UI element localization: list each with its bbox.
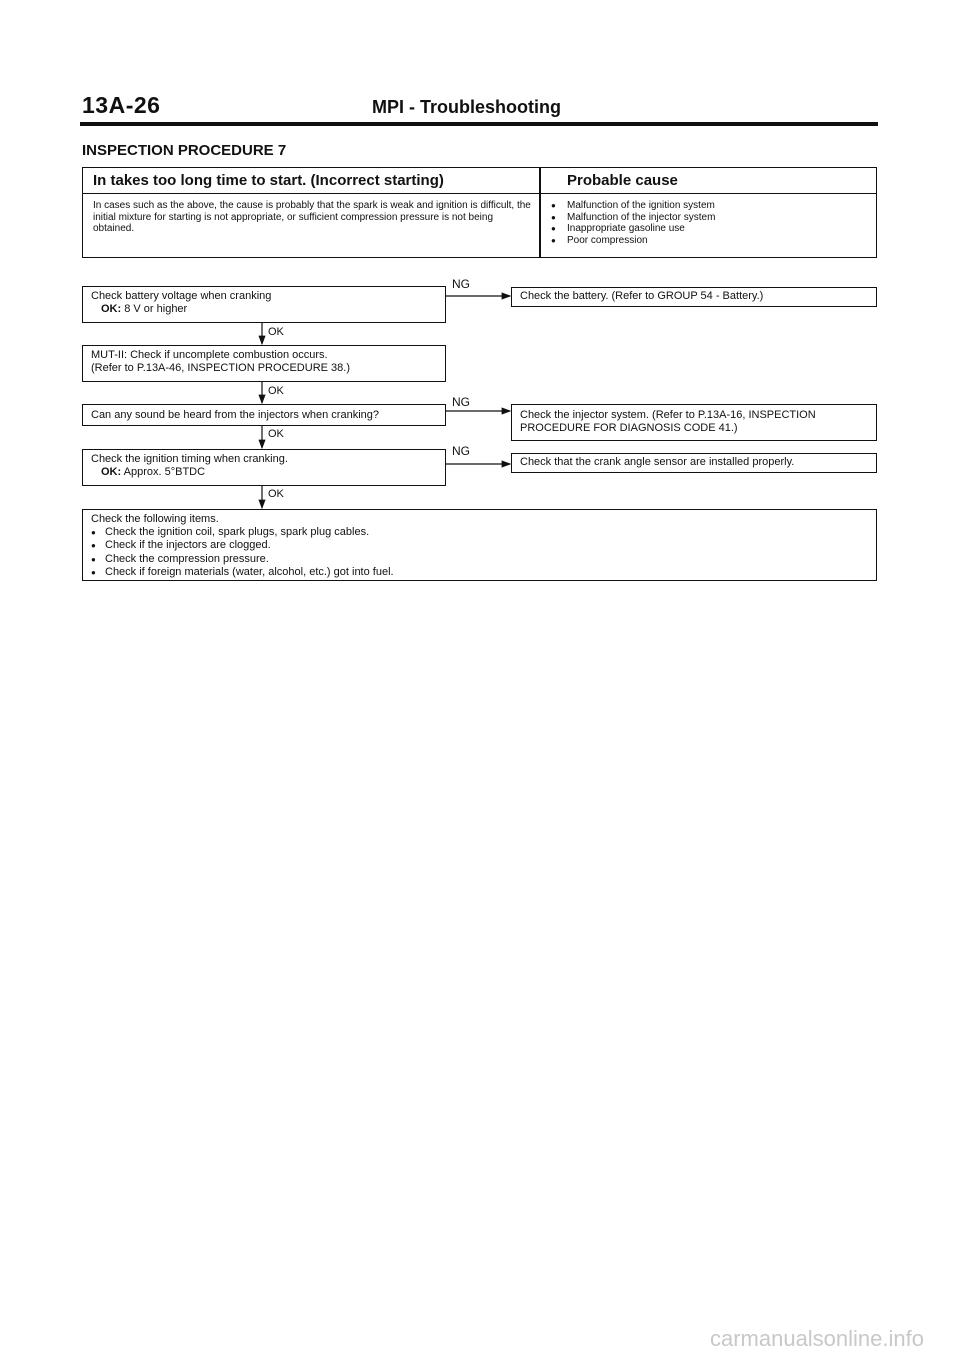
page-number: 13A-26	[82, 92, 161, 118]
ng-label: NG	[452, 444, 470, 458]
step-text: Check battery voltage when cranking	[91, 290, 272, 302]
watermark: carmanualsonline.info	[709, 1326, 924, 1351]
final-item: ● Check if foreign materials (water, alcohol, etc.) got into fuel.	[91, 566, 868, 580]
step-ignition-timing	[82, 449, 446, 486]
cause-item: ● Poor compression	[551, 235, 715, 247]
final-check-items	[82, 509, 877, 581]
ok-label: OK	[268, 428, 284, 440]
ok-label: OK	[268, 488, 284, 500]
ok-label: OK	[268, 385, 284, 397]
cause-item: ● Inappropriate gasoline use	[551, 223, 715, 235]
step-reference: (Refer to P.13A-46, INSPECTION PROCEDURE 38.)	[91, 361, 350, 374]
result-check-crank-angle-sensor: Check that the crank angle sensor are installed properly.	[511, 453, 877, 473]
step-text: MUT-II: Check if uncomplete combustion occurs.	[91, 349, 328, 361]
step-ok-criteria	[91, 303, 437, 316]
cause-item: ● Malfunction of the ignition system	[551, 200, 715, 212]
step-mut-check	[82, 345, 446, 382]
step-ok-criteria	[91, 466, 437, 479]
ng-label: NG	[452, 395, 470, 409]
ok-criteria-label: OK:	[101, 465, 122, 478]
ok-criteria-value: 8 V or higher	[124, 302, 188, 315]
final-intro: Check the following items.	[91, 513, 219, 525]
symptom-heading: In takes too long time to start. (Incorrect starting)	[93, 172, 444, 189]
ok-label: OK	[268, 326, 284, 338]
final-item: ● Check if the injectors are clogged.	[91, 539, 868, 553]
ng-label: NG	[452, 277, 470, 291]
procedure-title: INSPECTION PROCEDURE 7	[82, 142, 287, 159]
cause-item: ● Malfunction of the injector system	[551, 212, 715, 224]
result-check-battery: Check the battery. (Refer to GROUP 54 - Battery.)	[511, 287, 877, 307]
step-text: Check the ignition timing when cranking.	[91, 453, 288, 465]
final-item: ● Check the ignition coil, spark plugs, spark plug cables.	[91, 526, 868, 540]
cause-heading: Probable cause	[567, 172, 678, 189]
section-title: MPI - Troubleshooting	[372, 97, 561, 117]
step-injector-sound: Can any sound be heard from the injectors when cranking?	[82, 404, 446, 426]
step-check-battery-voltage	[82, 286, 446, 323]
final-item-list	[91, 526, 868, 580]
symptom-description: In cases such as the above, the cause is probably that the spark is weak and ignition is difficult, the initial mixture for starting is not appropriate, or sufficient compression pressure is not being obtained.	[93, 200, 531, 234]
result-check-injector-system: Check the injector system. (Refer to P.13A-16, INSPECTION PROCEDURE FOR DIAGNOSIS CODE 41.)	[511, 404, 877, 441]
ok-criteria-value: Approx. 5°BTDC	[123, 465, 206, 478]
final-item: ● Check the compression pressure.	[91, 553, 868, 567]
ok-criteria-label: OK:	[101, 302, 122, 315]
